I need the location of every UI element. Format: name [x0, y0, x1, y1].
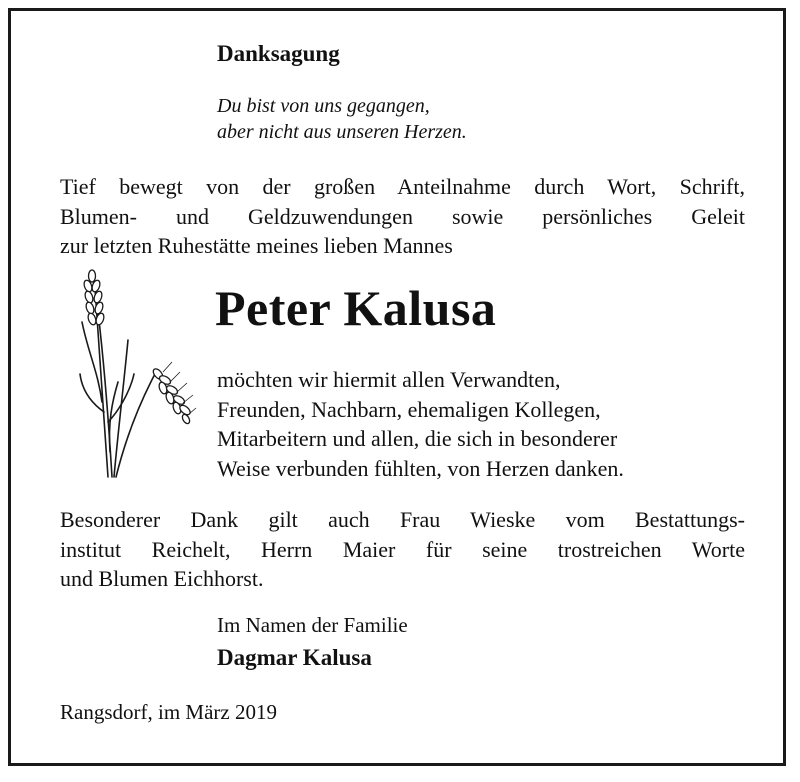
intro-line: zur letzten Ruhestätte meines lieben Mannes — [60, 233, 453, 258]
special-thanks-line: institut Reichelt, Herrn Maier für seine trostreichen Worte — [60, 536, 745, 562]
thanks-line: Freunden, Nachbarn, ehemaligen Kollegen, — [217, 396, 601, 422]
thanks-line: möchten wir hiermit allen Verwandten, — [217, 367, 561, 392]
intro-paragraph — [60, 172, 745, 261]
motto-line: Du bist von uns gegangen, — [217, 95, 430, 117]
place-date: Rangsdorf, im März 2019 — [60, 700, 277, 724]
signature: Dagmar Kalusa — [217, 645, 372, 670]
thanks-line: Weise verbunden fühlten, von Herzen danken. — [217, 455, 624, 481]
special-thanks-paragraph — [60, 505, 745, 594]
motto-line: aber nicht aus unseren Herzen. — [217, 121, 467, 143]
notice-heading: Danksagung — [217, 41, 340, 66]
motto — [217, 93, 467, 145]
thanks-line: Mitarbeitern und allen, die sich in besonderer — [217, 426, 618, 451]
thanks-paragraph — [217, 365, 745, 483]
deceased-name: Peter Kalusa — [215, 280, 497, 336]
intro-line: Blumen- und Geldzuwendungen sowie persönliches Geleit — [60, 203, 745, 229]
wheat-ears-icon — [68, 262, 198, 482]
family-line: Im Namen der Familie — [217, 613, 408, 637]
special-thanks-line: und Blumen Eichhorst. — [60, 566, 264, 591]
special-thanks-line: Besonderer Dank gilt auch Frau Wieske vom Bestattungs- — [60, 507, 745, 532]
intro-line: Tief bewegt von der großen Anteilnahme durch Wort, Schrift, — [60, 174, 745, 199]
